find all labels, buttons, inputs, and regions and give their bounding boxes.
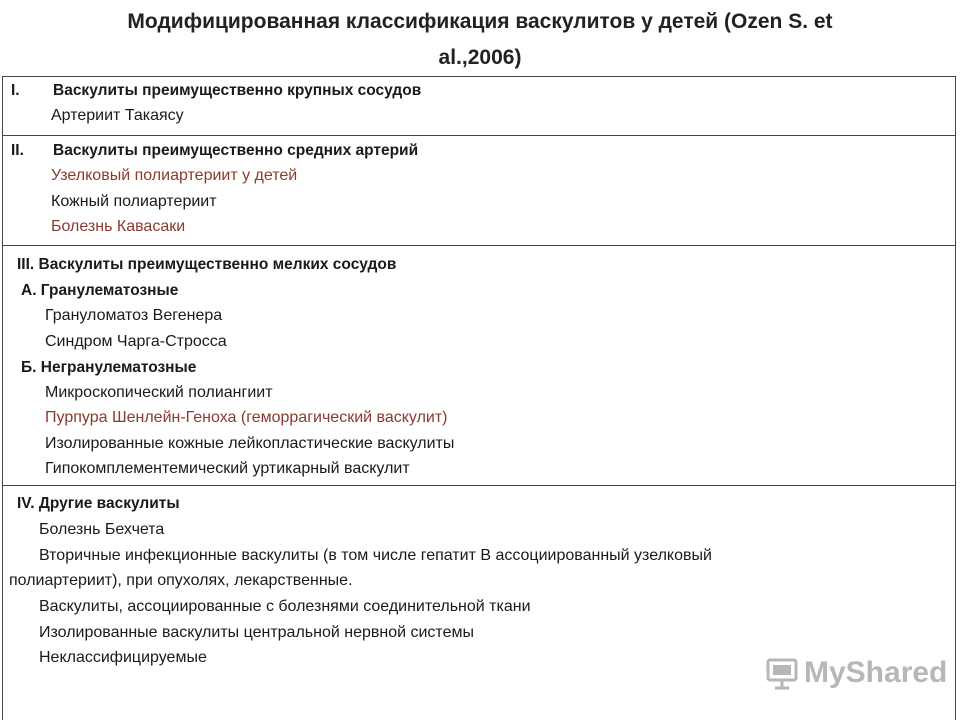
list-item: Вторичные инфекционные васкулиты (в том числе гепатит В ассоциированный узелковый bbox=[39, 547, 712, 564]
section-1-heading: Васкулиты преимущественно крупных сосудов bbox=[53, 82, 422, 99]
list-item: Гипокомплементемический уртикарный васкулит bbox=[45, 460, 410, 477]
section-4-heading: IV. Другие васкулиты bbox=[17, 495, 180, 512]
list-item: Пурпура Шенлейн-Геноха (геморрагический васкулит) bbox=[45, 409, 448, 426]
subgroup-non-granulomatous: Б. Негранулематозные bbox=[21, 359, 197, 376]
section-3-heading: III. Васкулиты преимущественно мелких сосудов bbox=[17, 256, 397, 273]
watermark bbox=[766, 656, 947, 690]
list-item-continuation: полиартериит), при опухолях, лекарственные. bbox=[9, 572, 353, 589]
list-item: Узелковый полиартериит у детей bbox=[51, 167, 298, 184]
list-item: Кожный полиартериит bbox=[51, 193, 217, 210]
list-item: Неклассифицируемые bbox=[39, 649, 207, 666]
list-item: Болезнь Бехчета bbox=[39, 521, 165, 538]
presentation-icon bbox=[766, 656, 798, 690]
section-2-numeral: II. bbox=[11, 142, 24, 159]
section-small-vessels bbox=[3, 246, 955, 486]
list-item: Изолированные васкулиты центральной нервной системы bbox=[39, 624, 474, 641]
list-item: Изолированные кожные лейкопластические васкулиты bbox=[45, 435, 455, 452]
title-line-1: Модифицированная классификация васкулитов у детей (Ozen S. et bbox=[127, 10, 833, 33]
list-item: Болезнь Кавасаки bbox=[51, 218, 186, 235]
section-large-vessels bbox=[3, 77, 955, 136]
section-medium-arteries bbox=[3, 136, 955, 246]
classification-table bbox=[2, 76, 956, 720]
subgroup-granulomatous: А. Гранулематозные bbox=[21, 282, 179, 299]
title-line-2: al.,2006) bbox=[438, 46, 522, 69]
list-item: Микроскопический полиангиит bbox=[45, 384, 273, 401]
section-1-numeral: I. bbox=[11, 82, 20, 99]
section-2-heading: Васкулиты преимущественно средних артерий bbox=[53, 142, 419, 159]
list-item: Синдром Чарга-Стросса bbox=[45, 333, 227, 350]
document-title bbox=[0, 4, 960, 76]
list-item: Васкулиты, ассоциированные с болезнями соединительной ткани bbox=[39, 598, 531, 615]
list-item: Грануломатоз Вегенера bbox=[45, 307, 223, 324]
list-item: Артериит Такаясу bbox=[51, 107, 184, 124]
watermark-text: MyShared bbox=[804, 656, 948, 689]
